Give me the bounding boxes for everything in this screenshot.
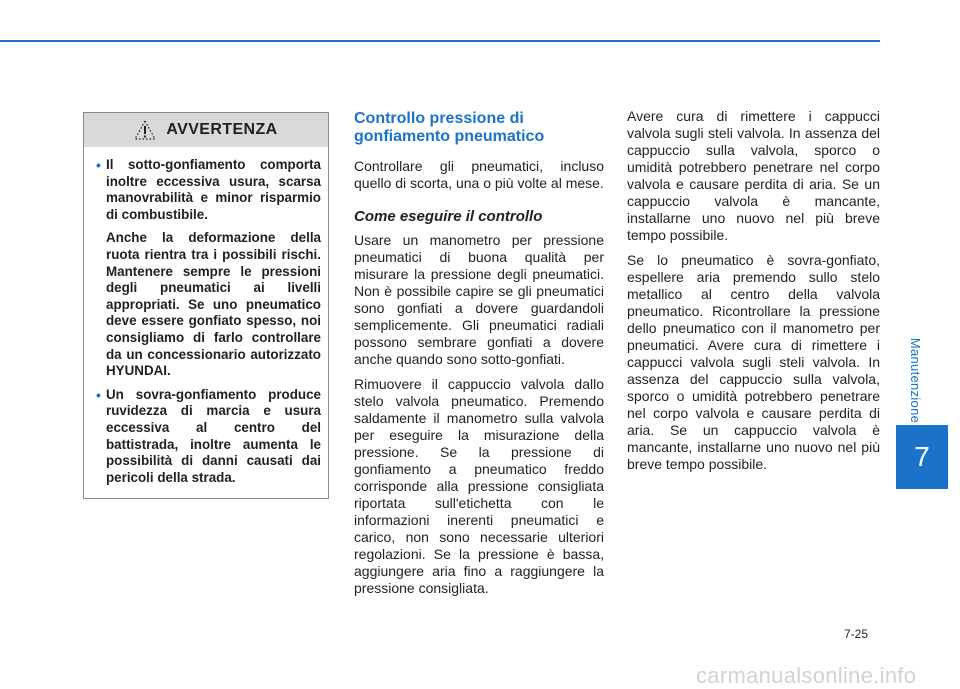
warning-item	[98, 387, 321, 487]
page-number: 7-25	[844, 627, 869, 641]
watermark-text: carmanualsonline.info	[696, 663, 917, 688]
chapter-tab	[896, 425, 948, 489]
section-side-label: Manutenzione	[908, 337, 924, 423]
warning-item	[98, 157, 321, 223]
bullet: •	[96, 157, 101, 173]
warning-body	[84, 147, 328, 486]
body-paragraph: Avere cura di rimettere i cappucci valvola sugli steli valvola. In assenza del cappuccio sulla valvola, sporco o umidità potrebbero penetrare nel corpo valvola e causare perdita di aria. Se un cappuccio valvola è mancante, installarne uno nuovo nel più breve tempo possibile.	[627, 108, 880, 243]
section-title: Controllo pressione di gonfiamento pneumatico	[354, 110, 545, 145]
warning-header	[84, 113, 328, 147]
warning-item-text: Anche la deformazione della ruota rientra tra i possibili rischi. Mantenere sempre le pressioni degli pneumatici ai livelli appropriati. Se uno pneumatico deve essere gonfiato spesso, noi consigliamo di farlo controllare da un concessionario autorizzato HYUNDAI.	[106, 230, 321, 379]
warning-title: AVVERTENZA	[166, 121, 278, 138]
right-column	[627, 108, 880, 481]
warning-item-text: Il sotto-gonfiamento comporta inoltre eccessiva usura, scarsa manovrabilità e minor risparmio di combustibile.	[106, 157, 321, 222]
warning-box	[83, 112, 329, 499]
body-paragraph: Rimuovere il cappuccio valvola dallo stelo valvola pneumatico. Premendo saldamente il manometro sulla valvola per eseguire la misurazione della pressione. Se la pressione di gonfiamento a pneumatico freddo corrisponde alla pressione consigliata riportata sull'etichetta con le informazioni inerenti pneumatici e carico, non sono necessarie ulteriori regolazioni. Se la pressione è bassa, aggiungere aria fino a raggiungere la pressione consigliata.	[354, 376, 604, 596]
body-paragraph: Se lo pneumatico è sovra-gonfiato, espellere aria premendo sullo stelo metallico al centro della valvola pneumatico. Ricontrollare la pressione dello pneumatico con il manometro per pneumatici. Avere cura di rimettere i cappucci valvola sugli steli valvola. In assenza del cappuccio sulla valvola, sporco o umidità potrebbero penetrare nel corpo valvola e causare perdita di aria. Se un cappuccio valvola è mancante, installarne uno nuovo nel più breve tempo possibile.	[627, 252, 880, 472]
chapter-number: 7	[914, 441, 930, 472]
warning-triangle-icon	[134, 119, 156, 141]
subsection-title: Come eseguire il controllo	[354, 208, 543, 225]
intro-paragraph: Controllare gli pneumatici, incluso quello di scorta, una o più volte al mese.	[354, 158, 604, 191]
bullet: •	[96, 386, 101, 403]
top-rule	[0, 40, 880, 42]
warning-paragraph	[98, 230, 321, 379]
middle-column	[354, 110, 604, 605]
warning-item-text: Un sovra-gonfiamento produce ruvidezza di marcia e usura eccessiva al centro del battistrada, inoltre aumenta le possibilità di danni causati dai pericoli della strada.	[106, 386, 321, 485]
body-paragraph: Usare un manometro per pressione pneumatici di buona qualità per misurare la pressione degli pneumatici. Non è possibile capire se gli pneumatici sono gonfiati a dovere guardandoli semplicemente. Gli pneumatici radiali possono sembrare gonfiati a dovere anche quando sono sotto-gonfiati.	[354, 232, 604, 367]
